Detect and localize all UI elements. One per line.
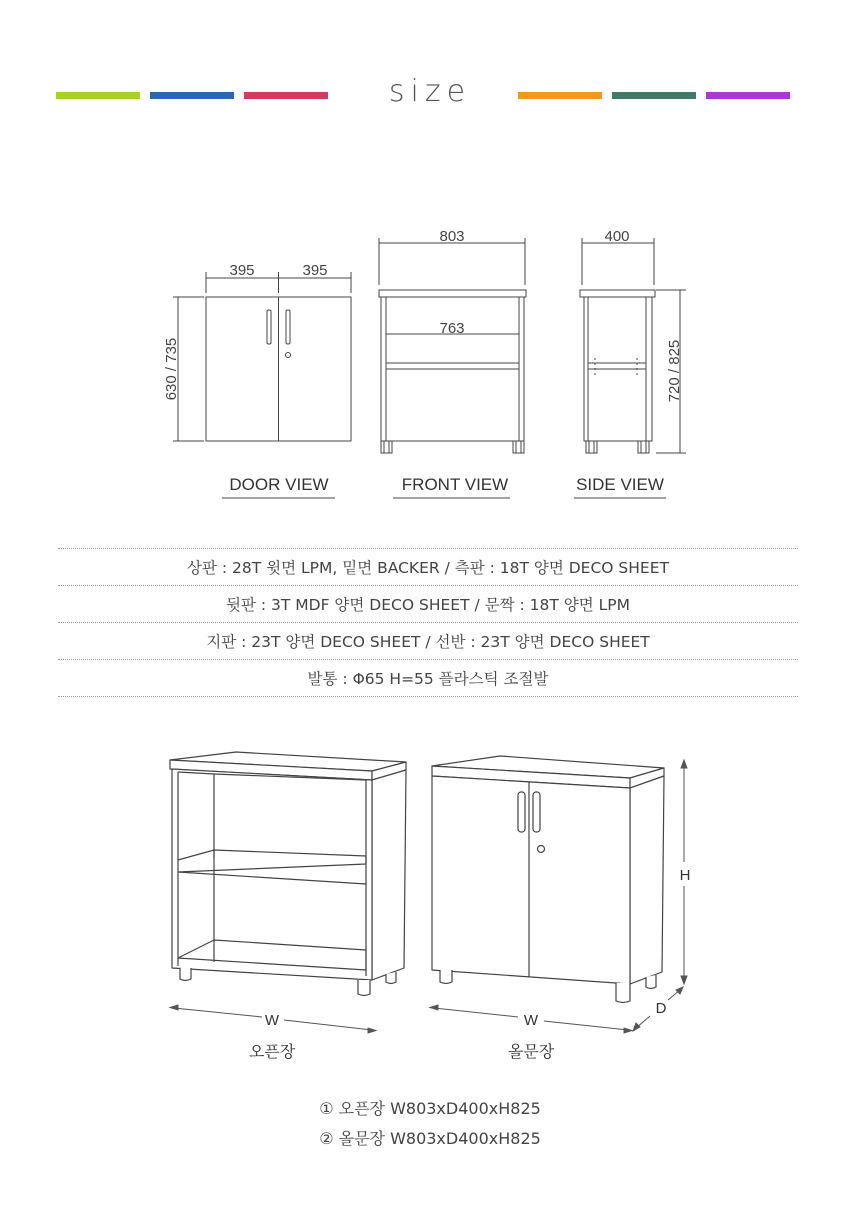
side-view-label: SIDE VIEW	[576, 475, 664, 494]
front-view-drawing	[379, 238, 526, 498]
side-dim-height: 720 / 825	[666, 339, 683, 403]
front-view-label: FRONT VIEW	[401, 475, 509, 494]
cabinet-illustrations	[0, 740, 860, 1080]
front-dim-inner: 763	[439, 320, 465, 337]
section-title: size	[388, 74, 472, 109]
open-cabinet-caption: 오픈장	[248, 1044, 296, 1061]
color-bar-6	[706, 92, 790, 99]
open-width-label: W	[264, 1012, 280, 1029]
front-dim-width: 803	[439, 228, 465, 245]
model-item: ① 오픈장 W803xD400xH825	[319, 1099, 541, 1118]
color-bar-4	[518, 92, 602, 99]
dimension-drawings	[0, 215, 860, 505]
spec-row: 지판 : 23T 양면 DECO SHEET / 선반 : 23T 양면 DECO SHEET	[58, 622, 798, 659]
color-bar-2	[150, 92, 234, 99]
spec-row: 발통 : Φ65 H=55 플라스틱 조절발	[58, 659, 798, 697]
spec-list	[58, 548, 798, 697]
door-width-label: W	[523, 1012, 539, 1029]
door-dim-right: 395	[302, 262, 328, 279]
spec-row: 상판 : 28T 윗면 LPM, 밑면 BACKER / 측판 : 18T 양면 DECO SHEET	[58, 548, 798, 585]
door-depth-label: D	[655, 1000, 667, 1017]
model-item: ② 올문장 W803xD400xH825	[319, 1129, 541, 1148]
open-cabinet-drawing	[170, 752, 406, 996]
door-view-drawing	[173, 272, 351, 498]
color-bar-5	[612, 92, 696, 99]
side-dim-depth: 400	[604, 228, 630, 245]
door-view-label: DOOR VIEW	[229, 475, 329, 494]
door-dim-height: 630 / 735	[163, 337, 180, 401]
model-list	[0, 1094, 860, 1154]
door-height-label: H	[679, 867, 691, 884]
color-bar-1	[56, 92, 140, 99]
door-cabinet-drawing	[432, 756, 664, 1003]
color-bar-3	[244, 92, 328, 99]
door-cabinet-caption: 올문장	[507, 1044, 555, 1061]
section-header	[0, 70, 860, 120]
door-dim-left: 395	[229, 262, 255, 279]
spec-row: 뒷판 : 3T MDF 양면 DECO SHEET / 문짝 : 18T 양면 LPM	[58, 585, 798, 622]
